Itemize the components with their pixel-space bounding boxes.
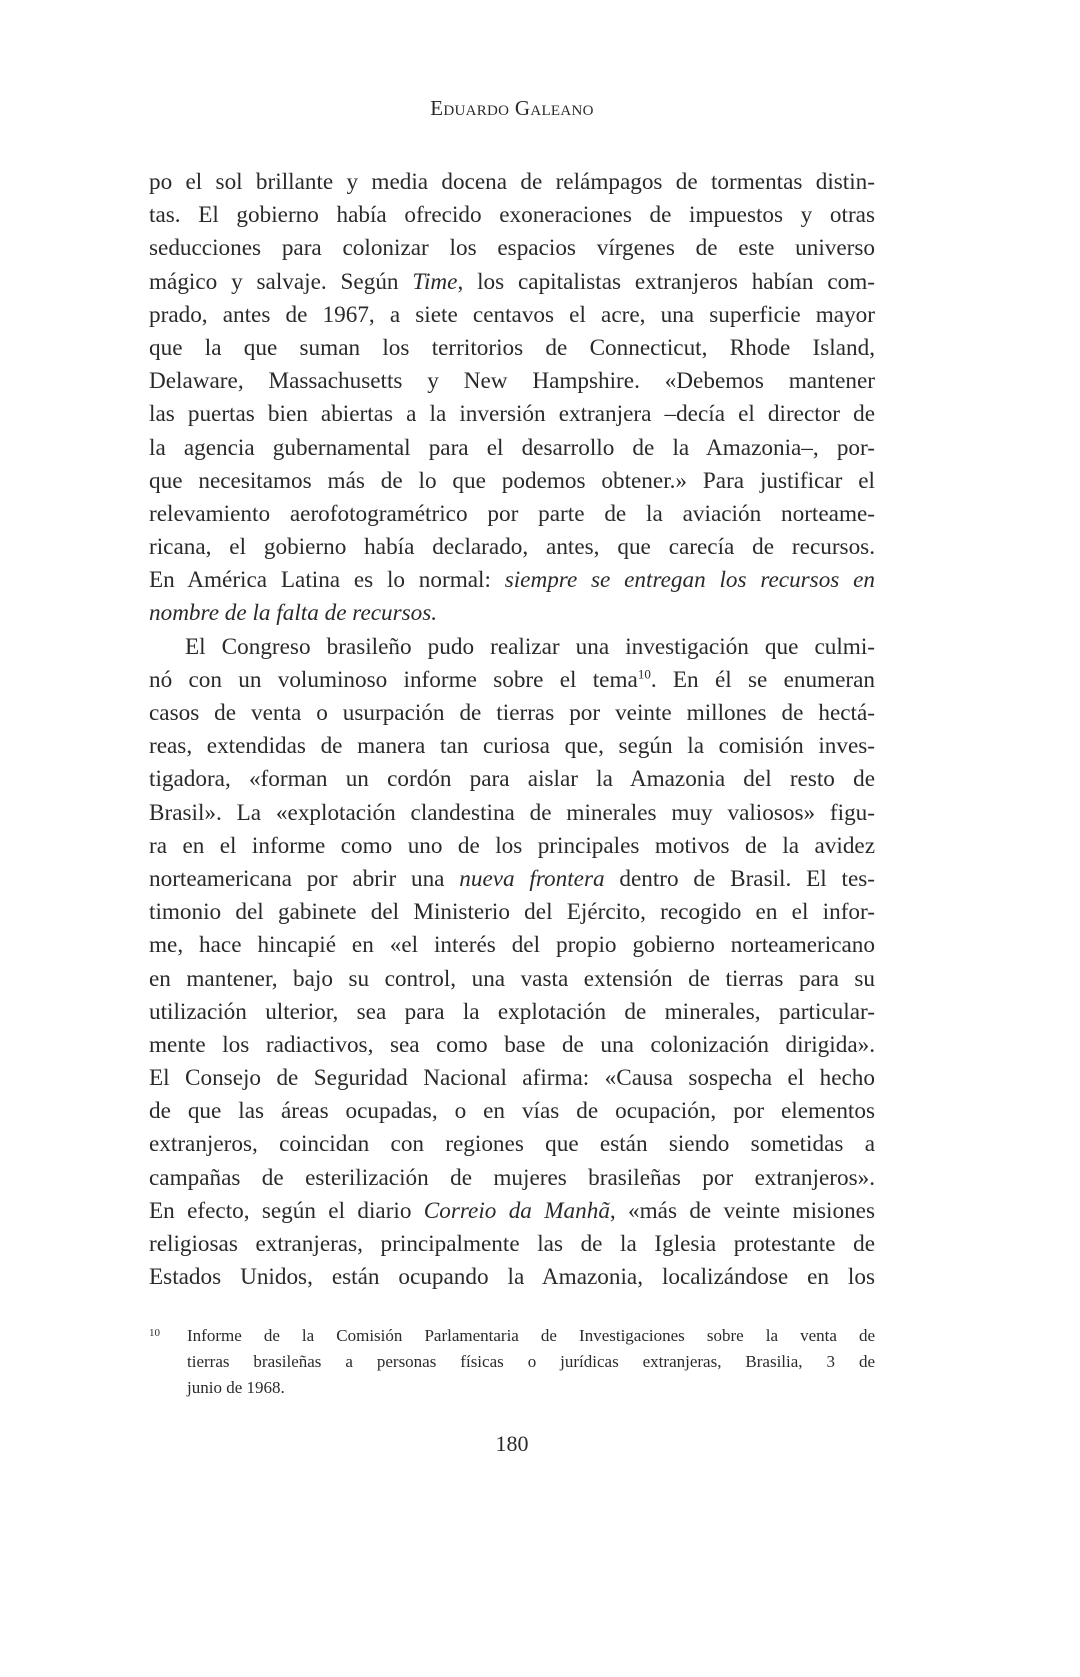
text-line xyxy=(149,564,875,597)
text-line: utilización ulterior, sea para la explotación de minerales, particular- xyxy=(149,998,875,1025)
text-line: Delaware, Massachusetts y New Hampshire. «Debemos mantener xyxy=(149,368,875,395)
footnote-number: 10 xyxy=(149,1327,160,1339)
text-line xyxy=(149,664,875,697)
text-span: , los capitalistas extranjeros habían com- xyxy=(457,268,875,295)
text-line: las puertas bien abiertas a la inversión extranjera –decía el director de xyxy=(149,401,875,428)
page-number: 180 xyxy=(495,1431,529,1456)
text-line: de que las áreas ocupadas, o en vías de ocupación, por elementos xyxy=(149,1098,875,1125)
footnote-line: junio de 1968. xyxy=(187,1378,285,1397)
text-line: po el sol brillante y media docena de relámpagos de tormentas distin- xyxy=(149,169,875,195)
text-line: ricana, el gobierno había declarado, antes, que carecía de recursos. xyxy=(149,534,875,561)
text-line: timonio del gabinete del Ministerio del Ejército, recogido en el infor- xyxy=(149,899,875,926)
text-line: El Consejo de Seguridad Nacional afirma: «Causa sospecha el hecho xyxy=(149,1065,875,1092)
text-line xyxy=(149,597,875,630)
footnote-text xyxy=(187,1323,875,1401)
text-line: prado, antes de 1967, a siete centavos el acre, una superficie mayor xyxy=(149,301,875,328)
text-span: En efecto, según el diario xyxy=(149,1197,424,1224)
italic-newspaper-title: Correio da Manhã xyxy=(423,1197,610,1224)
text-span: , «más de veinte misiones xyxy=(609,1197,875,1224)
italic-emphasis: nueva frontera xyxy=(459,865,605,892)
text-line: Estados Unidos, están ocupando la Amazonia, localizándose en los xyxy=(149,1264,875,1291)
text-line: mente los radiactivos, sea como base de una colonización dirigida». xyxy=(149,1031,875,1058)
text-line: me, hace hincapié en «el interés del propio gobierno norteamericano xyxy=(149,932,875,959)
text-line: que necesitamos más de lo que podemos obtener.» Para justificar el xyxy=(149,467,875,494)
text-line: extranjeros, coincidan con regiones que están siendo sometidas a xyxy=(149,1131,875,1158)
text-span: mágico y salvaje. Según xyxy=(149,268,413,295)
text-line: en mantener, bajo su control, una vasta extensión de tierras para su xyxy=(149,965,875,992)
text-line: que la que suman los territorios de Connecticut, Rhode Island, xyxy=(149,334,875,361)
text-line: tas. El gobierno había ofrecido exoneraciones de impuestos y otras xyxy=(149,202,875,229)
text-line xyxy=(149,1195,875,1228)
text-line: Brasil». La «explotación clandestina de minerales muy valiosos» figu- xyxy=(149,799,875,826)
italic-title-time: Time xyxy=(412,268,458,295)
text-line: casos de venta o usurpación de tierras por veinte millones de hectá- xyxy=(149,700,875,726)
text-line: reas, extendidas de manera tan curiosa que, según la comisión inves- xyxy=(149,733,875,760)
text-line: seducciones para colonizar los espacios vírgenes de este universo xyxy=(149,235,875,262)
text-line xyxy=(149,863,875,896)
text-line: ra en el informe como uno de los principales motivos de la avidez xyxy=(149,832,875,859)
running-header: Eduardo Galeano xyxy=(430,96,594,120)
text-line: tigadora, «forman un cordón para aislar la Amazonia del resto de xyxy=(149,766,875,793)
text-line-paragraph-start: El Congreso brasileño pudo realizar una investigación que culmi- xyxy=(185,633,875,660)
footnote-line: Informe de la Comisión Parlamentaria de Investigaciones sobre la venta de xyxy=(187,1326,875,1345)
text-line: la agencia gubernamental para el desarrollo de la Amazonia–, por- xyxy=(149,434,875,461)
text-line: religiosas extranjeras, principalmente las de la Iglesia protestante de xyxy=(149,1231,875,1257)
italic-emphasis: siempre se entregan los recursos en xyxy=(504,567,875,594)
footnote-line: tierras brasileñas a personas físicas o jurídicas extranjeras, Brasilia, 3 de xyxy=(187,1352,875,1371)
text-span: . En él se enumeran xyxy=(650,666,875,693)
footnote-reference: 10 xyxy=(637,666,651,682)
footnote xyxy=(149,1323,875,1401)
italic-emphasis: nombre de la falta de recursos. xyxy=(149,600,438,627)
text-span: dentro de Brasil. El tes- xyxy=(604,865,875,892)
text-line: campañas de esterilización de mujeres brasileñas por extranjeros». xyxy=(149,1164,875,1191)
body-text xyxy=(149,166,875,1294)
text-span: nó con un voluminoso informe sobre el tema xyxy=(149,666,638,693)
text-span: En América Latina es lo normal: xyxy=(149,567,505,594)
text-line xyxy=(149,266,875,299)
text-line: relevamiento aerofotogramétrico por parte de la aviación norteame- xyxy=(149,500,875,527)
text-span: norteamericana por abrir una xyxy=(149,865,460,892)
